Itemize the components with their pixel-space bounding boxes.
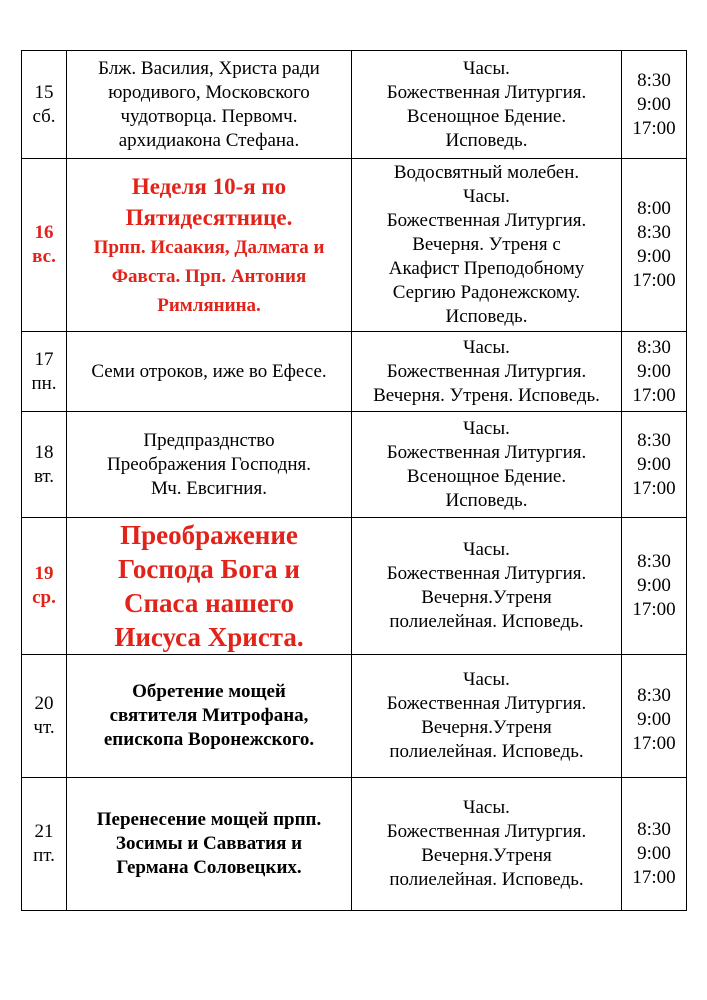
service-line: Божественная Литургия. [386,693,587,714]
service-time: 8:00 [637,198,671,219]
weekday: сб. [32,105,56,127]
service-line: полиелейная. Исповедь. [389,869,584,890]
feast-line: Преображения Господня. [106,453,312,475]
service-time: 8:30 [637,336,671,358]
feast-cell [67,518,352,655]
service-line: Всенощное Бдение. [406,105,567,127]
feast-title-line: Спаса нашего [123,588,295,618]
service-line: Божественная Литургия. [386,441,587,463]
schedule-table [21,50,687,911]
feast-line: Блж. Василия, Христа ради [98,57,320,79]
weekday: чт. [33,717,55,738]
service-line: Сергию Радонежскому. [392,282,581,303]
date-cell [22,518,67,655]
date-cell [22,159,67,332]
day-number: 18 [34,441,54,463]
feast-cell [67,159,352,332]
date-cell [22,655,67,778]
service-line: Вечерня.Утреня [421,717,552,738]
service-line: Божественная Литургия. [386,821,587,842]
table-row [22,332,687,412]
date-cell [22,332,67,412]
feast-line: Предпразднство [143,429,275,451]
times-cell [622,51,687,159]
feast-title-line: Иисуса Христа. [114,622,304,652]
times-cell [622,655,687,778]
service-line: полиелейная. Исповедь. [389,741,584,762]
service-line: Часы. [463,57,510,79]
service-line: Акафист Преподобному [388,258,585,279]
feast-cell [67,778,352,911]
feast-line: Прпп. Исаакия, Далмата и [93,236,325,258]
times-cell [622,518,687,655]
service-line: Водосвятный молебен. [393,162,580,183]
service-time: 9:00 [637,709,671,730]
service-line: Божественная Литургия. [386,81,587,103]
service-time: 8:30 [637,551,671,572]
service-time: 9:00 [637,843,671,864]
service-line: Исповедь. [445,129,528,151]
service-time: 8:30 [637,819,671,840]
service-time: 9:00 [637,93,671,115]
service-line: полиелейная. Исповедь. [389,611,584,632]
service-line: Часы. [463,669,510,690]
weekday: ср. [32,587,56,608]
feast-title-line: Неделя 10-я по [131,173,287,199]
table-row [22,51,687,159]
feast-line: Семи отроков, иже во Ефесе. [91,360,327,382]
feast-line: святителя Митрофана, [109,705,309,726]
times-cell [622,412,687,518]
service-time: 8:30 [637,429,671,451]
feast-cell [67,332,352,412]
service-line: Всенощное Бдение. [406,465,567,487]
weekday: пн. [31,372,57,394]
feast-line: Мч. Евсигния. [151,477,267,499]
service-time: 8:30 [637,222,671,243]
table-row [22,159,687,332]
service-time: 17:00 [632,384,676,406]
times-cell [622,159,687,332]
feast-title-line: Господа Бога и [118,554,300,584]
weekday: вс. [32,246,56,267]
feast-line: Римлянина. [157,294,261,316]
feast-cell [67,655,352,778]
service-line: Божественная Литургия. [386,210,587,231]
service-time: 17:00 [632,270,676,291]
day-number: 20 [34,693,54,714]
service-line: Вечерня. Утреня с [412,234,561,255]
day-number: 21 [34,821,54,842]
service-time: 9:00 [637,246,671,267]
times-cell [622,332,687,412]
service-line: Исповедь. [445,489,528,511]
weekday: пт. [33,845,55,866]
service-line: Вечерня.Утреня [421,587,552,608]
table-row [22,778,687,911]
service-line: Вечерня. Утреня. Исповедь. [373,384,600,406]
feast-line: архидиакона Стефана. [118,129,300,151]
services-cell [352,332,622,412]
service-time: 17:00 [632,733,676,754]
feast-title-line: Пятидесятнице. [125,204,293,230]
service-time: 17:00 [632,477,676,499]
day-number: 16 [34,222,54,243]
service-line: Часы. [463,336,510,358]
table-row [22,412,687,518]
services-cell [352,655,622,778]
table-row [22,655,687,778]
service-line: Часы. [463,539,510,560]
feast-line: Обретение мощей [132,681,286,702]
date-cell [22,412,67,518]
services-cell [352,159,622,332]
feast-title-line: Преображение [120,520,298,550]
day-number: 19 [34,563,54,584]
feast-line: чудотворца. Первомч. [120,105,298,127]
service-time: 17:00 [632,867,676,888]
feast-line: Зосимы и Савватия и [115,833,303,854]
service-line: Исповедь. [445,306,528,327]
service-time: 8:30 [637,685,671,706]
service-line: Часы. [463,417,510,439]
service-line: Часы. [463,797,510,818]
services-cell [352,778,622,911]
feast-line: юродивого, Московского [108,81,310,103]
service-line: Божественная Литургия. [386,360,587,382]
feast-line: Германа Соловецких. [116,857,302,878]
service-time: 17:00 [632,117,676,139]
day-number: 17 [34,348,54,370]
feast-line: Перенесение мощей прпп. [96,809,322,830]
service-time: 9:00 [637,360,671,382]
services-cell [352,412,622,518]
times-cell [622,778,687,911]
feast-cell [67,412,352,518]
date-cell [22,778,67,911]
services-cell [352,51,622,159]
service-time: 9:00 [637,453,671,475]
feast-line: епископа Воронежского. [103,729,315,750]
service-line: Божественная Литургия. [386,563,587,584]
service-time: 8:30 [637,69,671,91]
service-line: Часы. [463,186,510,207]
day-number: 15 [34,81,54,103]
services-cell [352,518,622,655]
feast-line: Фавста. Прп. Антония [111,265,307,287]
table-row [22,518,687,655]
service-time: 9:00 [637,575,671,596]
service-line: Вечерня.Утреня [421,845,552,866]
service-time: 17:00 [632,599,676,620]
date-cell [22,51,67,159]
feast-cell [67,51,352,159]
weekday: вт. [33,465,55,487]
